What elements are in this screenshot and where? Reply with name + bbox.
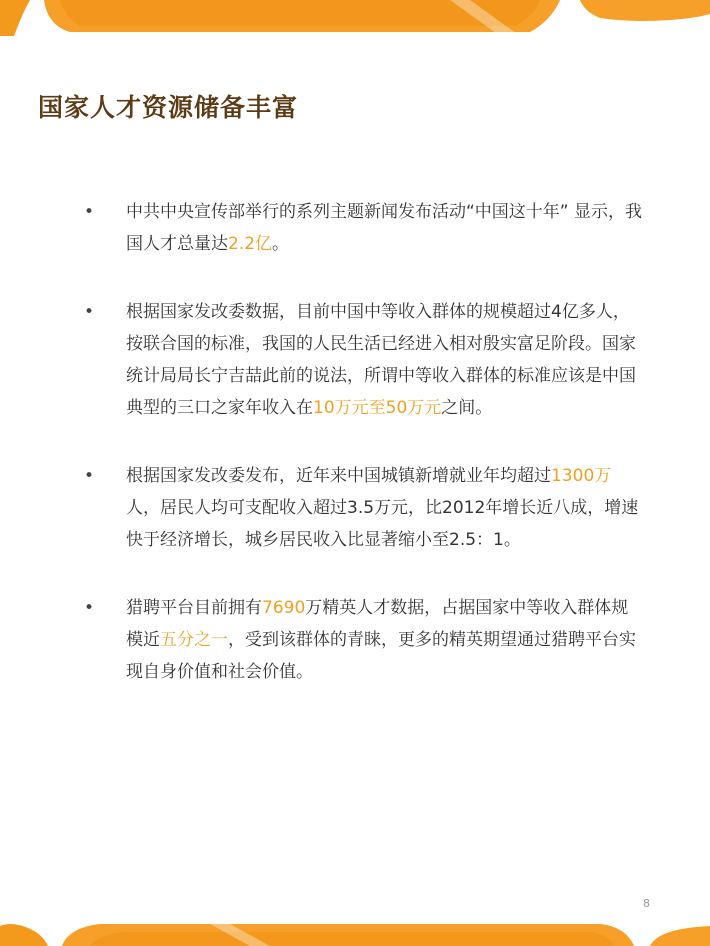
highlight-text: 1300万 <box>551 466 612 486</box>
bottom-decoration <box>0 912 710 946</box>
bullet-text <box>126 466 638 550</box>
highlight-text: 2.2亿 <box>228 234 273 254</box>
bullet-marker: • <box>84 598 95 618</box>
highlight-text: 7690 <box>262 598 306 618</box>
text-run: 万精英人才数据，占据国家中等收入群体规模近 <box>126 598 629 650</box>
text-run: 中共中央宣传部举行的系列主题新闻发布活动“中国这十年” 显示，我国人才总量达 <box>126 202 643 254</box>
text-run: 人，居民人均可支配收入超过3.5万元，比2012年增长近八成，增速快于经济增长，城乡居民收入比显著缩小至2.5：1。 <box>126 498 639 550</box>
bullet-item <box>84 196 644 260</box>
page-title: 国家人才资源储备丰富 <box>38 93 299 122</box>
bullet-item <box>84 296 644 424</box>
bullet-text <box>126 598 636 682</box>
text-run: 猎聘平台目前拥有 <box>126 598 262 618</box>
text-run: ，受到该群体的青睐，更多的精英期望通过猎聘平台实现自身价值和社会价值。 <box>126 630 636 682</box>
bullet-item <box>84 592 644 688</box>
bullet-marker: • <box>84 202 95 222</box>
page-number: 8 <box>643 897 650 910</box>
highlight-text: 10万元至50万元 <box>313 398 442 418</box>
text-run: 根据国家发改委数据，目前中国中等收入群体的规模超过4亿多人，按联合国的标准，我国的人民生活已经进入相对殷实富足阶段。国家统计局局长宁吉喆此前的说法，所谓中等收入群体的标准应该是中国典型的三口之家年收入在 <box>126 302 636 418</box>
bullet-item <box>84 460 644 556</box>
bullet-list <box>84 196 644 724</box>
text-run: 。 <box>272 234 290 254</box>
bullet-text <box>126 302 636 418</box>
bullet-marker: • <box>84 302 95 322</box>
top-decoration <box>0 0 710 36</box>
bullet-text <box>126 202 642 254</box>
text-run: 之间。 <box>441 398 493 418</box>
highlight-text: 五分之一 <box>160 630 228 650</box>
text-run: 根据国家发改委发布，近年来中国城镇新增就业年均超过 <box>126 466 551 486</box>
bullet-marker: • <box>84 466 95 486</box>
